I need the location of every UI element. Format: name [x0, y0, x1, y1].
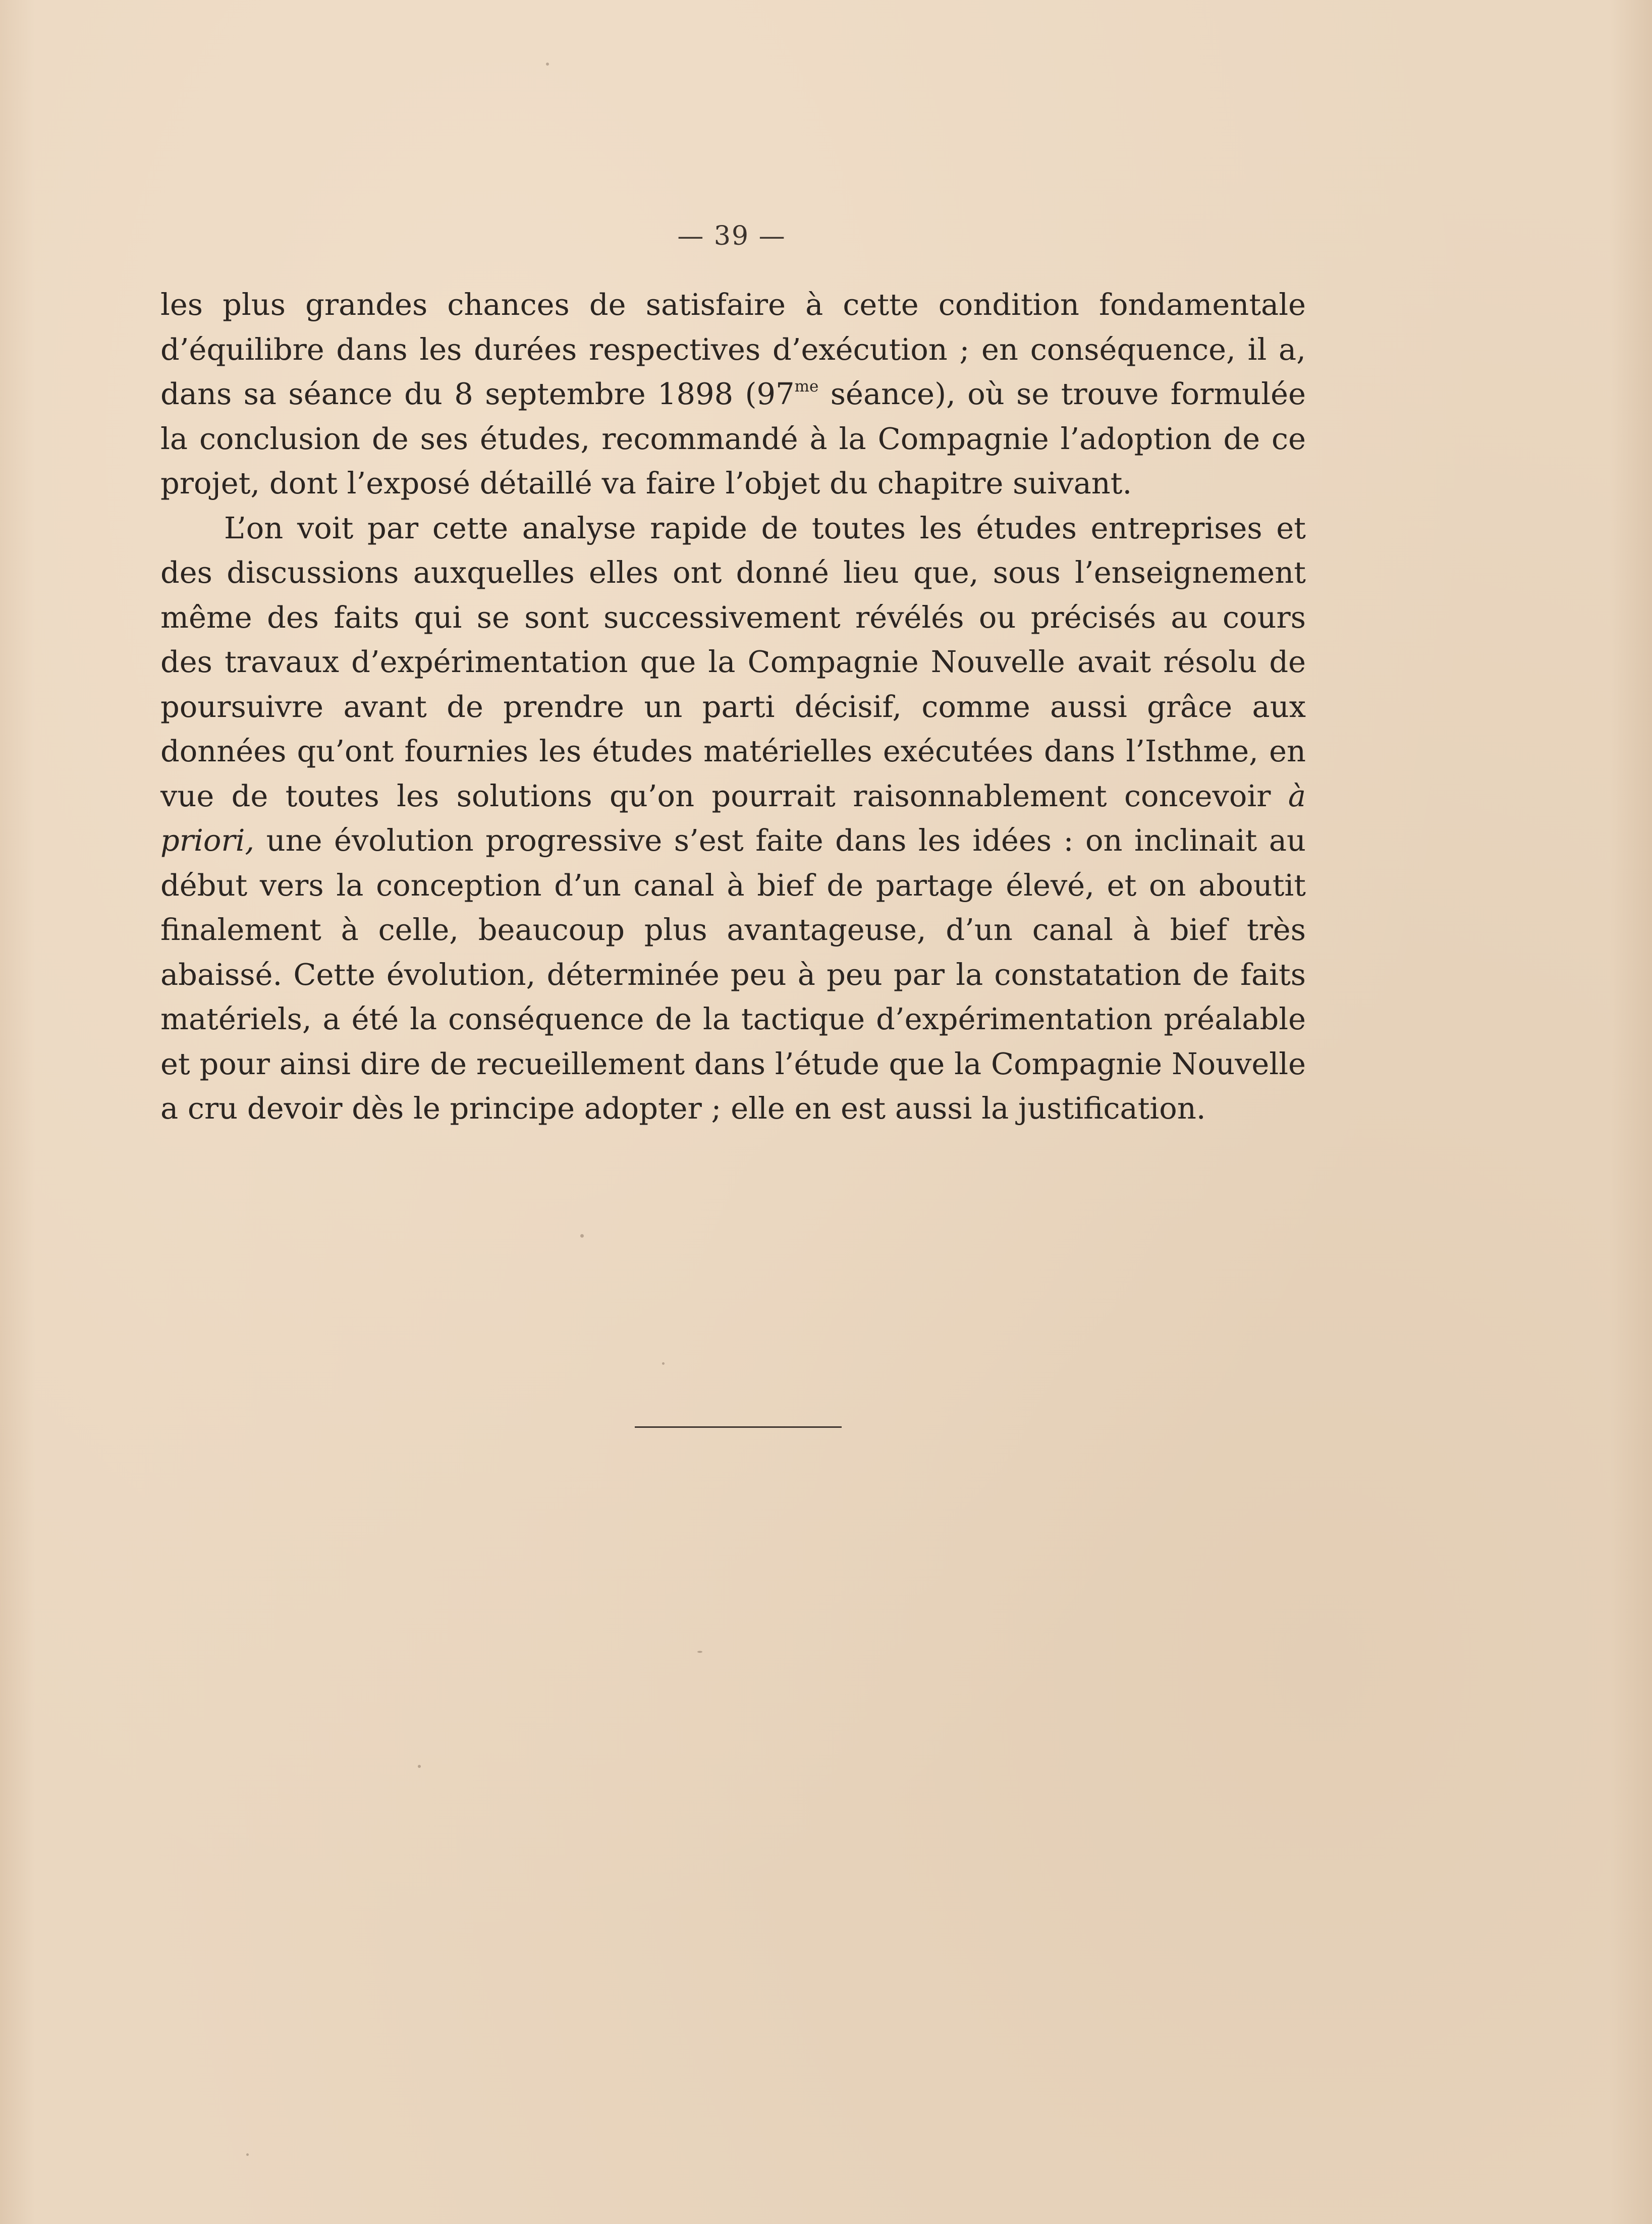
paragraph-conclusion	[160, 506, 1306, 1131]
paper-speck	[580, 1234, 584, 1238]
paragraph-continuation	[160, 283, 1306, 506]
paper-speck	[418, 1765, 421, 1768]
superscript: me	[794, 377, 819, 396]
text-run: les plus grandes chances de satisfaire à cette condition fondamentale d’équilibre dans les durées respectives d’exécution ; en conséquence, il a, dans sa séance du 8 septembre 1898 (97	[160, 287, 1306, 411]
paper-speck	[546, 63, 549, 66]
page-number: — 39 —	[677, 221, 786, 251]
italic-phrase: à priori,	[160, 778, 1306, 858]
paper-speck	[697, 1651, 702, 1653]
section-end-rule	[635, 1426, 842, 1428]
text-run: L’on voit par cette analyse rapide de toutes les études entreprises et des discussions auxquelles elles ont donné lieu que, sous l’enseignement même des faits qui se sont successivement révélés ou précisés au cours des travaux d’expérimentation que la Compagnie Nouvelle avait résolu de poursuivre avant de prendre un parti décisif, comme aussi grâce aux données qu’ont fournies les études matérielles exécutées dans l’Isthme, en vue de toutes les solutions qu’on pourrait raisonnablement concevoir	[160, 510, 1306, 813]
paper-speck	[662, 1362, 665, 1365]
text-run: séance), où se trouve formulée la conclusion de ses études, recommandé à la Compagnie l’adoption de ce projet, dont l’exposé détaillé va faire l’objet du chapitre suivant.	[160, 376, 1306, 501]
body-text	[160, 283, 1306, 1131]
text-run: une évolution progressive s’est faite dans les idées : on inclinait au début vers la conception d’un canal à bief de partage élevé, et on aboutit finalement à celle, beaucoup plus avantageuse, d’un canal à bief très abaissé. Cette évolution, déterminée peu à peu par la constatation de faits matériels, a été la conséquence de la tactique d’expérimentation préalable et pour ainsi dire de recueillement dans l’étude que la Compagnie Nouvelle a cru devoir dès le principe adopter ; elle en est aussi la justification.	[160, 823, 1306, 1126]
paper-speck	[246, 2153, 249, 2156]
